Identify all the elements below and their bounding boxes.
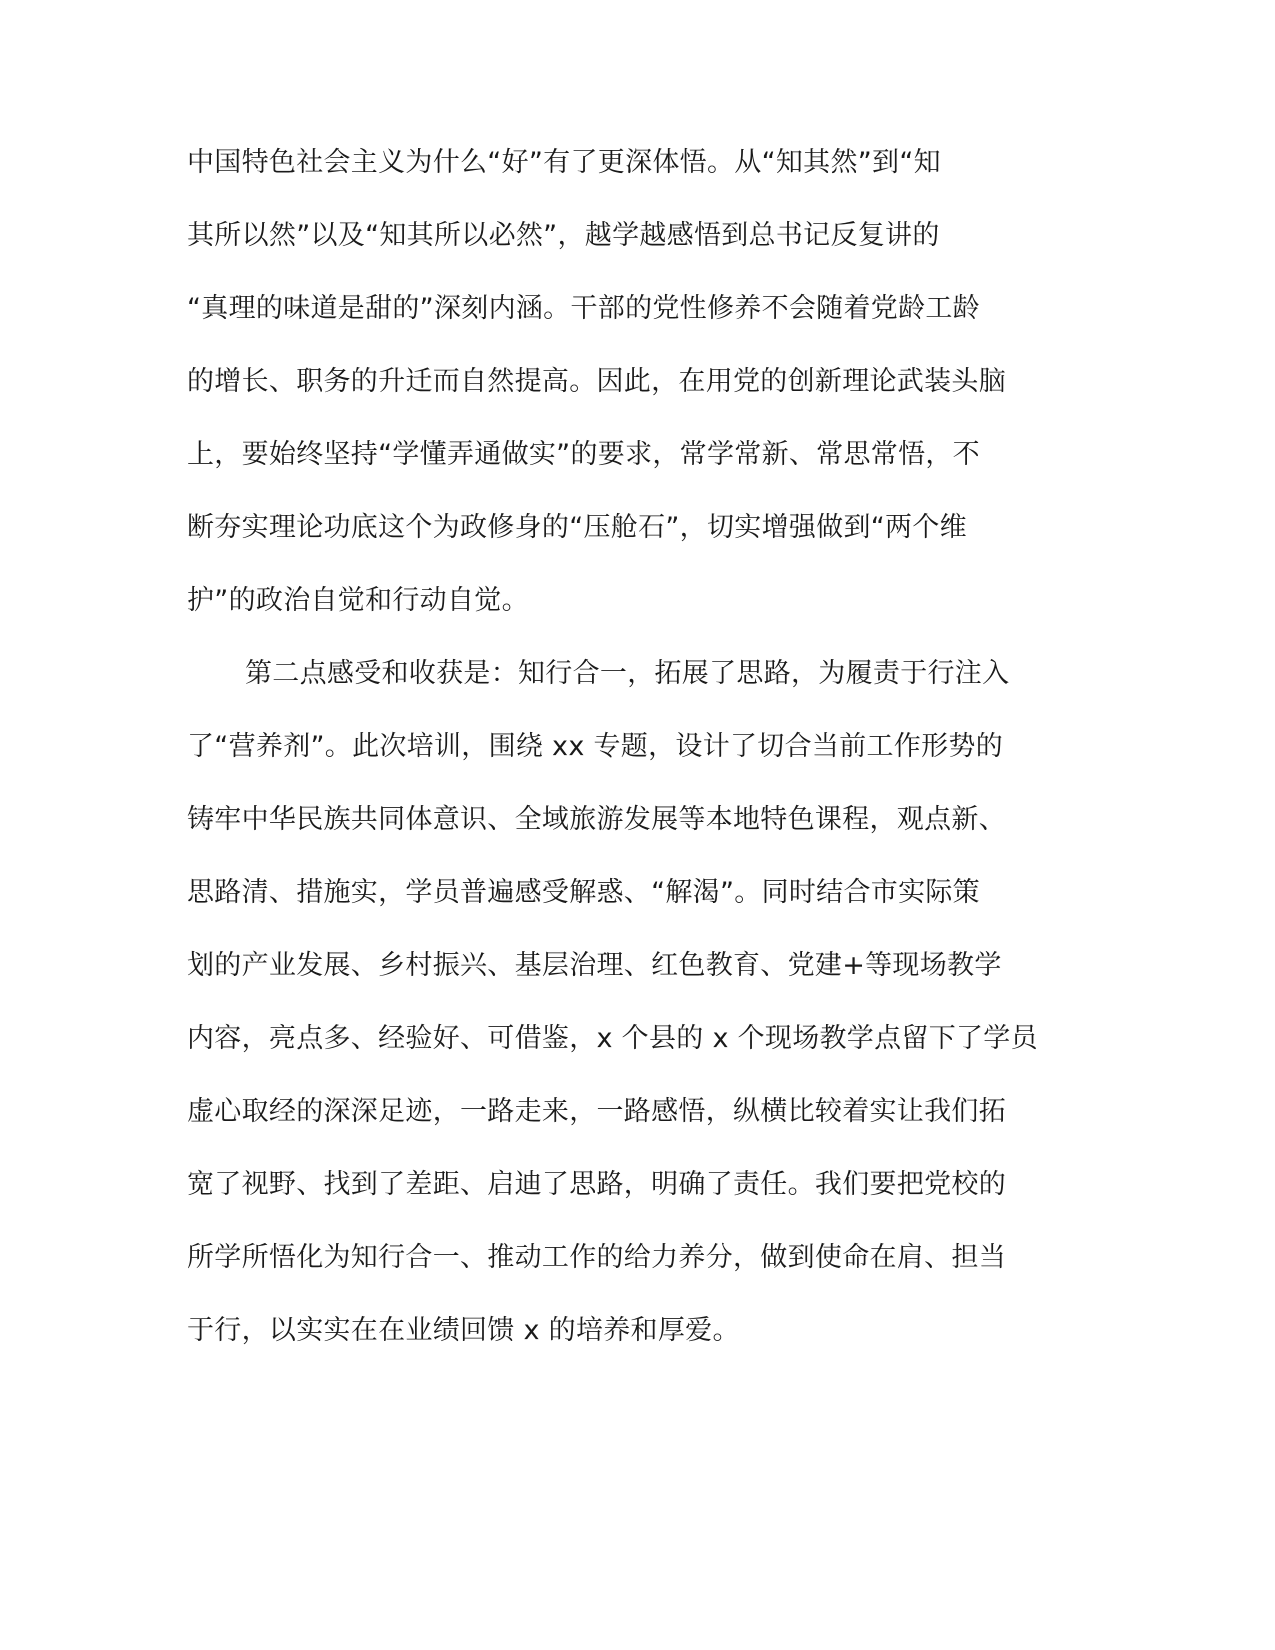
text-line: 于行，以实实在在业绩回馈 x 的培养和厚爱。 bbox=[187, 1315, 740, 1346]
text-line: 其所以然”以及“知其所以必然”，越学越感悟到总书记反复讲的 bbox=[187, 220, 940, 251]
text-line: 铸牢中华民族共同体意识、全域旅游发展等本地特色课程，观点新、 bbox=[187, 804, 1006, 835]
text-line: 断夯实理论功底这个为政修身的“压舱石”，切实增强做到“两个维 bbox=[187, 512, 967, 543]
text-line: 划的产业发展、乡村振兴、基层治理、红色教育、党建+等现场教学 bbox=[187, 950, 1002, 981]
text-line: 上，要始终坚持“学懂弄通做实”的要求，常学常新、常思常悟，不 bbox=[187, 439, 980, 470]
paragraph-start-line: 第二点感受和收获是：知行合一，拓展了思路，为履责于行注入 bbox=[245, 658, 1010, 689]
text-line: 思路清、措施实，学员普遍感受解惑、“解渴”。同时结合市实际策 bbox=[187, 877, 980, 908]
text-line: “真理的味道是甜的”深刻内涵。干部的党性修养不会随着党龄工龄 bbox=[187, 293, 980, 324]
text-line: 护”的政治自觉和行动自觉。 bbox=[187, 585, 529, 616]
text-line: 虚心取经的深深足迹，一路走来，一路感悟，纵横比较着实让我们拓 bbox=[187, 1096, 1006, 1127]
text-line: 的增长、职务的升迁而自然提高。因此，在用党的创新理论武装头脑 bbox=[187, 366, 1006, 397]
text-line: 内容，亮点多、经验好、可借鉴，x 个县的 x 个现场教学点留下了学员 bbox=[187, 1023, 1038, 1054]
text-line: 所学所悟化为知行合一、推动工作的给力养分，做到使命在肩、担当 bbox=[187, 1242, 1006, 1273]
text-line: 了“营养剂”。此次培训，围绕 xx 专题，设计了切合当前工作形势的 bbox=[187, 731, 1003, 762]
text-line: 宽了视野、找到了差距、启迪了思路，明确了责任。我们要把党校的 bbox=[187, 1169, 1006, 1200]
text-line: 中国特色社会主义为什么“好”有了更深体悟。从“知其然”到“知 bbox=[187, 147, 941, 178]
